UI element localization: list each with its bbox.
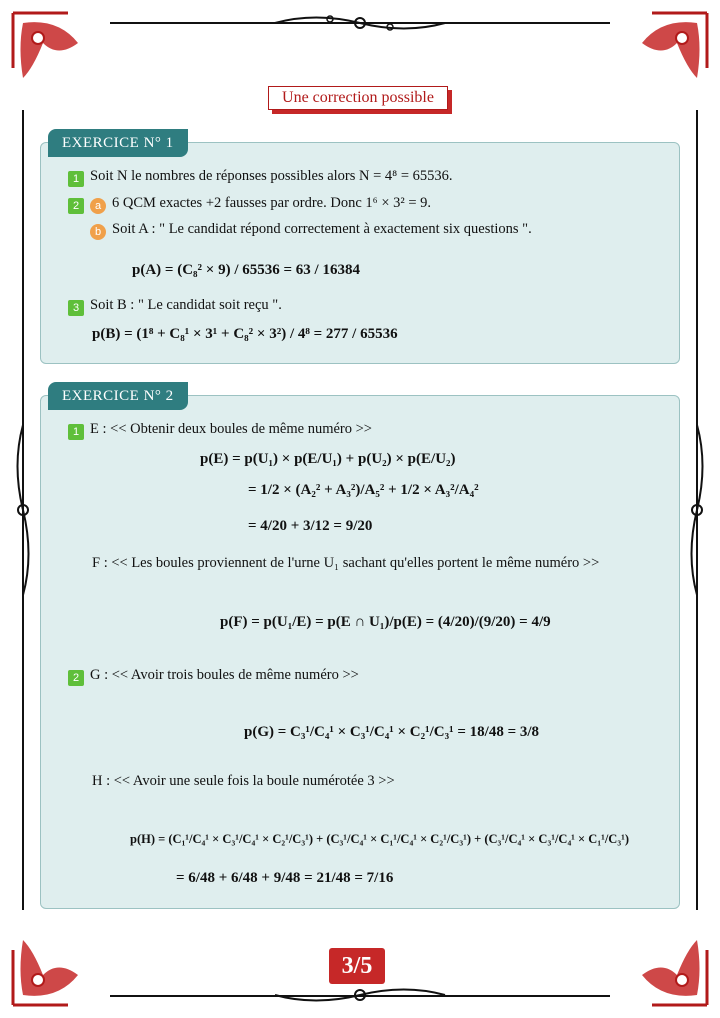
ex1-sub-a-text: 6 QCM exactes +2 fausses par ordre. Donc 1⁶ × 3² = 9. [112, 195, 432, 211]
ornamental-corner-icon [8, 910, 108, 1010]
item-number-badge: 2 [68, 198, 84, 214]
ex2-pF-formula: p(F) = p(U₁/E) = p(E ∩ U₁)/p(E) = (4/20)/(9/20) = 4/9 [220, 614, 551, 630]
bottom-divider-ornament [270, 982, 450, 1008]
page-number: 3/5 [329, 948, 385, 984]
top-divider-ornament [270, 10, 450, 36]
ex1-item-3 [68, 297, 282, 316]
left-divider-ornament [10, 420, 36, 600]
ex2-pE-line-1: p(E) = p(U₁) × p(E/U₁) + p(U₂) × p(E/U₂) [200, 451, 456, 467]
ex1-pB-formula: p(B) = (1⁸ + C₈¹ × 3¹ + C₈² × 3²) / 4⁸ = 277 / 65536 [92, 326, 398, 342]
ex2-F-text: F : << Les boules proviennent de l'urne U₁ sachant qu'elles portent le même numéro >> [92, 555, 600, 571]
item-number-badge: 1 [68, 424, 84, 440]
ex2-item-2 [68, 667, 359, 686]
ex1-sub-b-text: Soit A : " Le candidat répond correctement à exactement six questions ". [112, 221, 532, 237]
sub-item-badge: b [90, 224, 106, 240]
ex2-pE-line-2: = 1/2 × (A₂² + A₃²)/A₅² + 1/2 × A₃²/A₄² [248, 482, 479, 498]
ex2-G-text: G : << Avoir trois boules de même numéro >> [90, 667, 359, 683]
ex2-H-text: H : << Avoir une seule fois la boule numérotée 3 >> [92, 773, 395, 789]
ornamental-corner-icon [8, 8, 108, 108]
sub-item-badge: a [90, 198, 106, 214]
ex1-item-2a [68, 195, 431, 214]
ex1-pA-formula: p(A) = (C₈² × 9) / 65536 = 63 / 16384 [132, 262, 360, 278]
ex1-item-2b [90, 221, 532, 240]
item-number-badge: 3 [68, 300, 84, 316]
ex2-pH-line-1: p(H) = (C₁¹/C₄¹ × C₃¹/C₄¹ × C₂¹/C₃¹) + (C₃¹/C₄¹ × C₁¹/C₄¹ × C₂¹/C₃¹) + (C₃¹/C₄¹ × C₃¹/C₄¹ × C₁¹/C₃¹) [130, 832, 629, 846]
item-number-badge: 2 [68, 670, 84, 686]
ex2-E-text: E : << Obtenir deux boules de même numéro >> [90, 421, 372, 437]
item-number-badge: 1 [68, 171, 84, 187]
ex1-item-3-text: Soit B : " Le candidat soit reçu ". [90, 297, 282, 313]
ex1-item-1-text: Soit N le nombres de réponses possibles alors N = 4⁸ = 65536. [90, 168, 453, 184]
exercise-2-tab: EXERCICE N° 2 [48, 382, 188, 410]
ornamental-corner-icon [612, 910, 712, 1010]
ex2-pG-formula: p(G) = C₃¹/C₄¹ × C₃¹/C₄¹ × C₂¹/C₃¹ = 18/48 = 3/8 [244, 724, 540, 740]
ex2-pE-line-3: = 4/20 + 3/12 = 9/20 [248, 518, 373, 534]
ex2-pH-line-2: = 6/48 + 6/48 + 9/48 = 21/48 = 7/16 [176, 870, 394, 886]
ornamental-corner-icon [612, 8, 712, 108]
ex2-item-1 [68, 421, 372, 440]
page-title: Une correction possible [268, 86, 448, 110]
exercise-1-tab: EXERCICE N° 1 [48, 129, 188, 157]
right-divider-ornament [684, 420, 710, 600]
ex1-item-1 [68, 168, 453, 187]
